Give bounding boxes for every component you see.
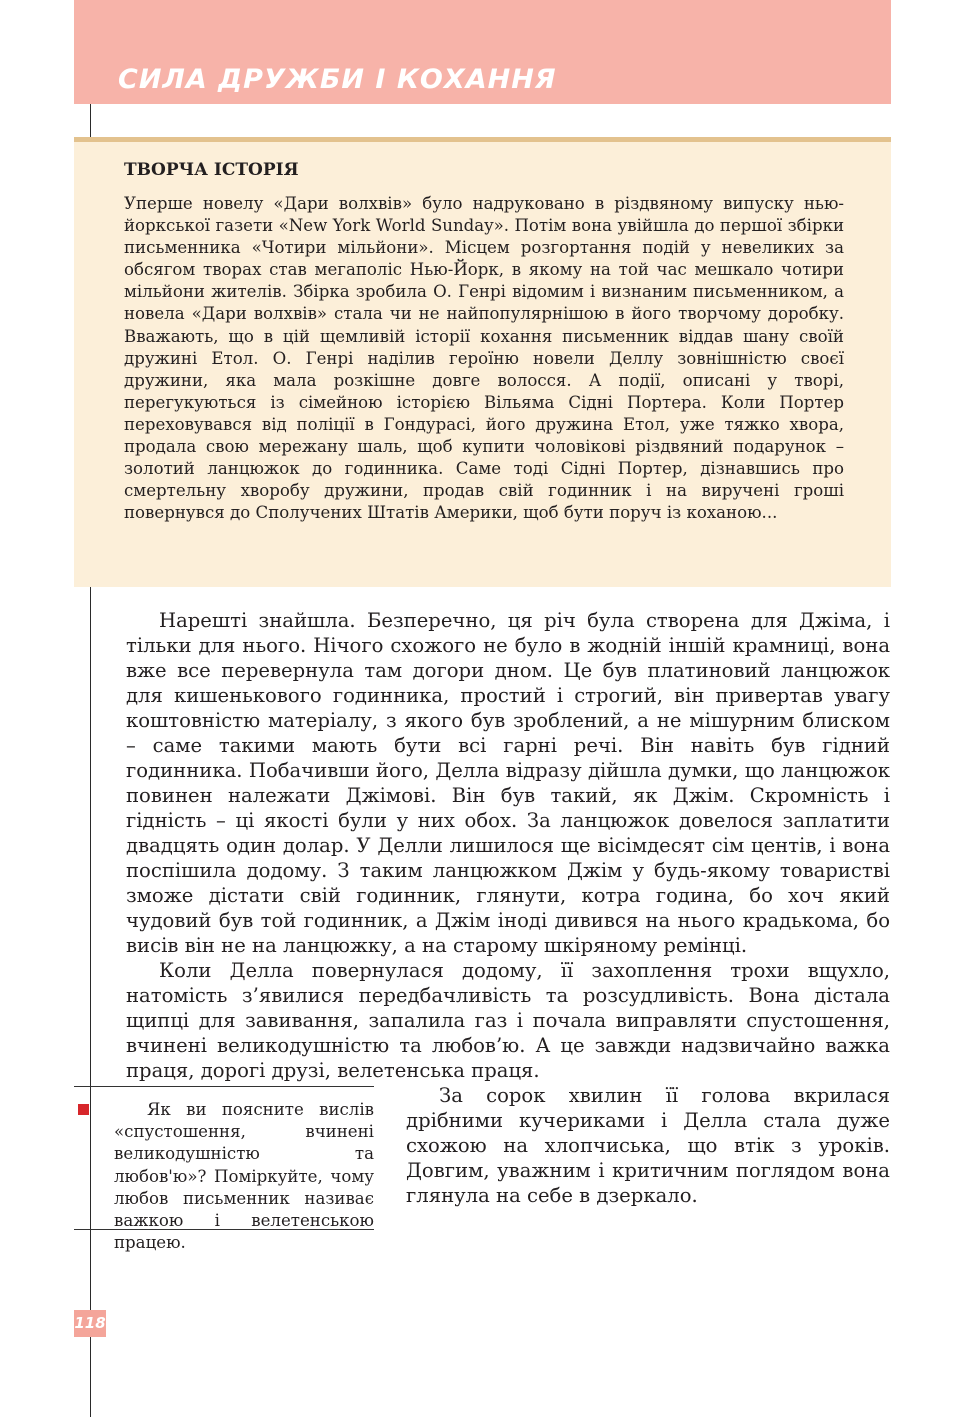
side-question-frame — [74, 1086, 374, 1253]
story-text — [114, 608, 890, 1253]
side-question — [74, 1086, 374, 1253]
chapter-title: СИЛА ДРУЖБИ І КОХАННЯ — [118, 64, 557, 95]
page-number: 118 — [74, 1310, 106, 1337]
side-question-text: Як ви поясните вислів «спустошення, вчинені великодушністю та любов'ю»? Поміркуйте, чому любов письменник називає важкою і велетенською працею. — [114, 1100, 374, 1253]
story-paragraph-3: За сорок хвилин її голова вкрилася дрібними кучериками і Делла стала дуже схожою на хлопчиська, що втік з уроків. Довгим, уважним і критичним поглядом вона глянула на себе в дзеркало. — [406, 1084, 890, 1207]
creative-history-box — [74, 137, 891, 587]
creative-history-heading: ТВОРЧА ІСТОРІЯ — [124, 160, 299, 180]
story-paragraph-2: Коли Делла повернулася додому, її захоплення трохи вщухло, натомість з’явилися передбачливість та розсудливість. Вона дістала щипці для завивання, запалила газ і почала виправляти спустошення, вчинені великодушністю та любов’ю. А це завжди надзвичайно важка праця, дорогі друзі, велетенська праця. — [126, 959, 890, 1082]
story-paragraph-1: Нарешті знайшла. Безперечно, ця річ була створена для Джіма, і тільки для нього. Нічого схожого не було в жодній іншій крамниці, вона вже все перевернула там догори дном. Це був платиновий ланцюжок для кишенькового годинника, простий і строгий, він привертав увагу коштовністю матеріалу, з якого був зроблений, а не мішурним блиском – саме такими мають бути всі гарні речі. Він навіть був гідний годинника. Побачивши його, Делла відразу дійшла думки, що ланцюжок повинен належати Джімові. Він був такий, як Джім. Скромність і гідність – ці якості були у них обох. За ланцюжок довелося заплатити двадцять один долар. У Делли лишилося ще вісімдесят сім центів, і вона поспішила додому. З таким ланцюжком Джім у будь-якому товаристві зможе дістати свій годинник, глянути, котра година, бо хоч який чудовий був той годинник, а Джім іноді дивився на нього крадькома, бо висів він не на ланцюжку, а на старому шкіряному ремінці. — [126, 609, 890, 957]
creative-history-text: Уперше новелу «Дари волхвів» було надруковано в різдвяному випуску нью-йоркської газети «New York World Sunday». Потім вона увійшла до першої збірки письменника «Чотири мільйони». Місцем розгортання подій у невеликих за обсягом творах став мегаполіс Нью-Йорк, в якому на той час мешкало чотири мільйони жителів. Збірка зробила О. Генрі відомим і визнаним письменником, а новела «Дари волхвів» стала чи не найпопулярнішою в його творчому доробку. Вважають, що в цій щемливій історії кохання письменник віддав шану своїй дружині Етол. О. Генрі наділив героїню новели Деллу зовнішністю своєї дружини, яка мала розкішне довге волосся. А події, описані у творі, перегукуються із сімейною історією Вільяма Сідні Портера. Коли Портер переховувався від поліції в Гондурасі, його дружина Етол, уже тяжко хвора, продала свою мережану шаль, щоб купити чоловікові різдвяний подарунок – золотий ланцюжок до годинника. Саме тоді Сідні Портер, дізнавшись про смертельну хворобу дружини, продав свій годинник і на виручені гроші повернувся до Сполучених Штатів Америки, щоб бути поруч із коханою... — [124, 194, 844, 523]
